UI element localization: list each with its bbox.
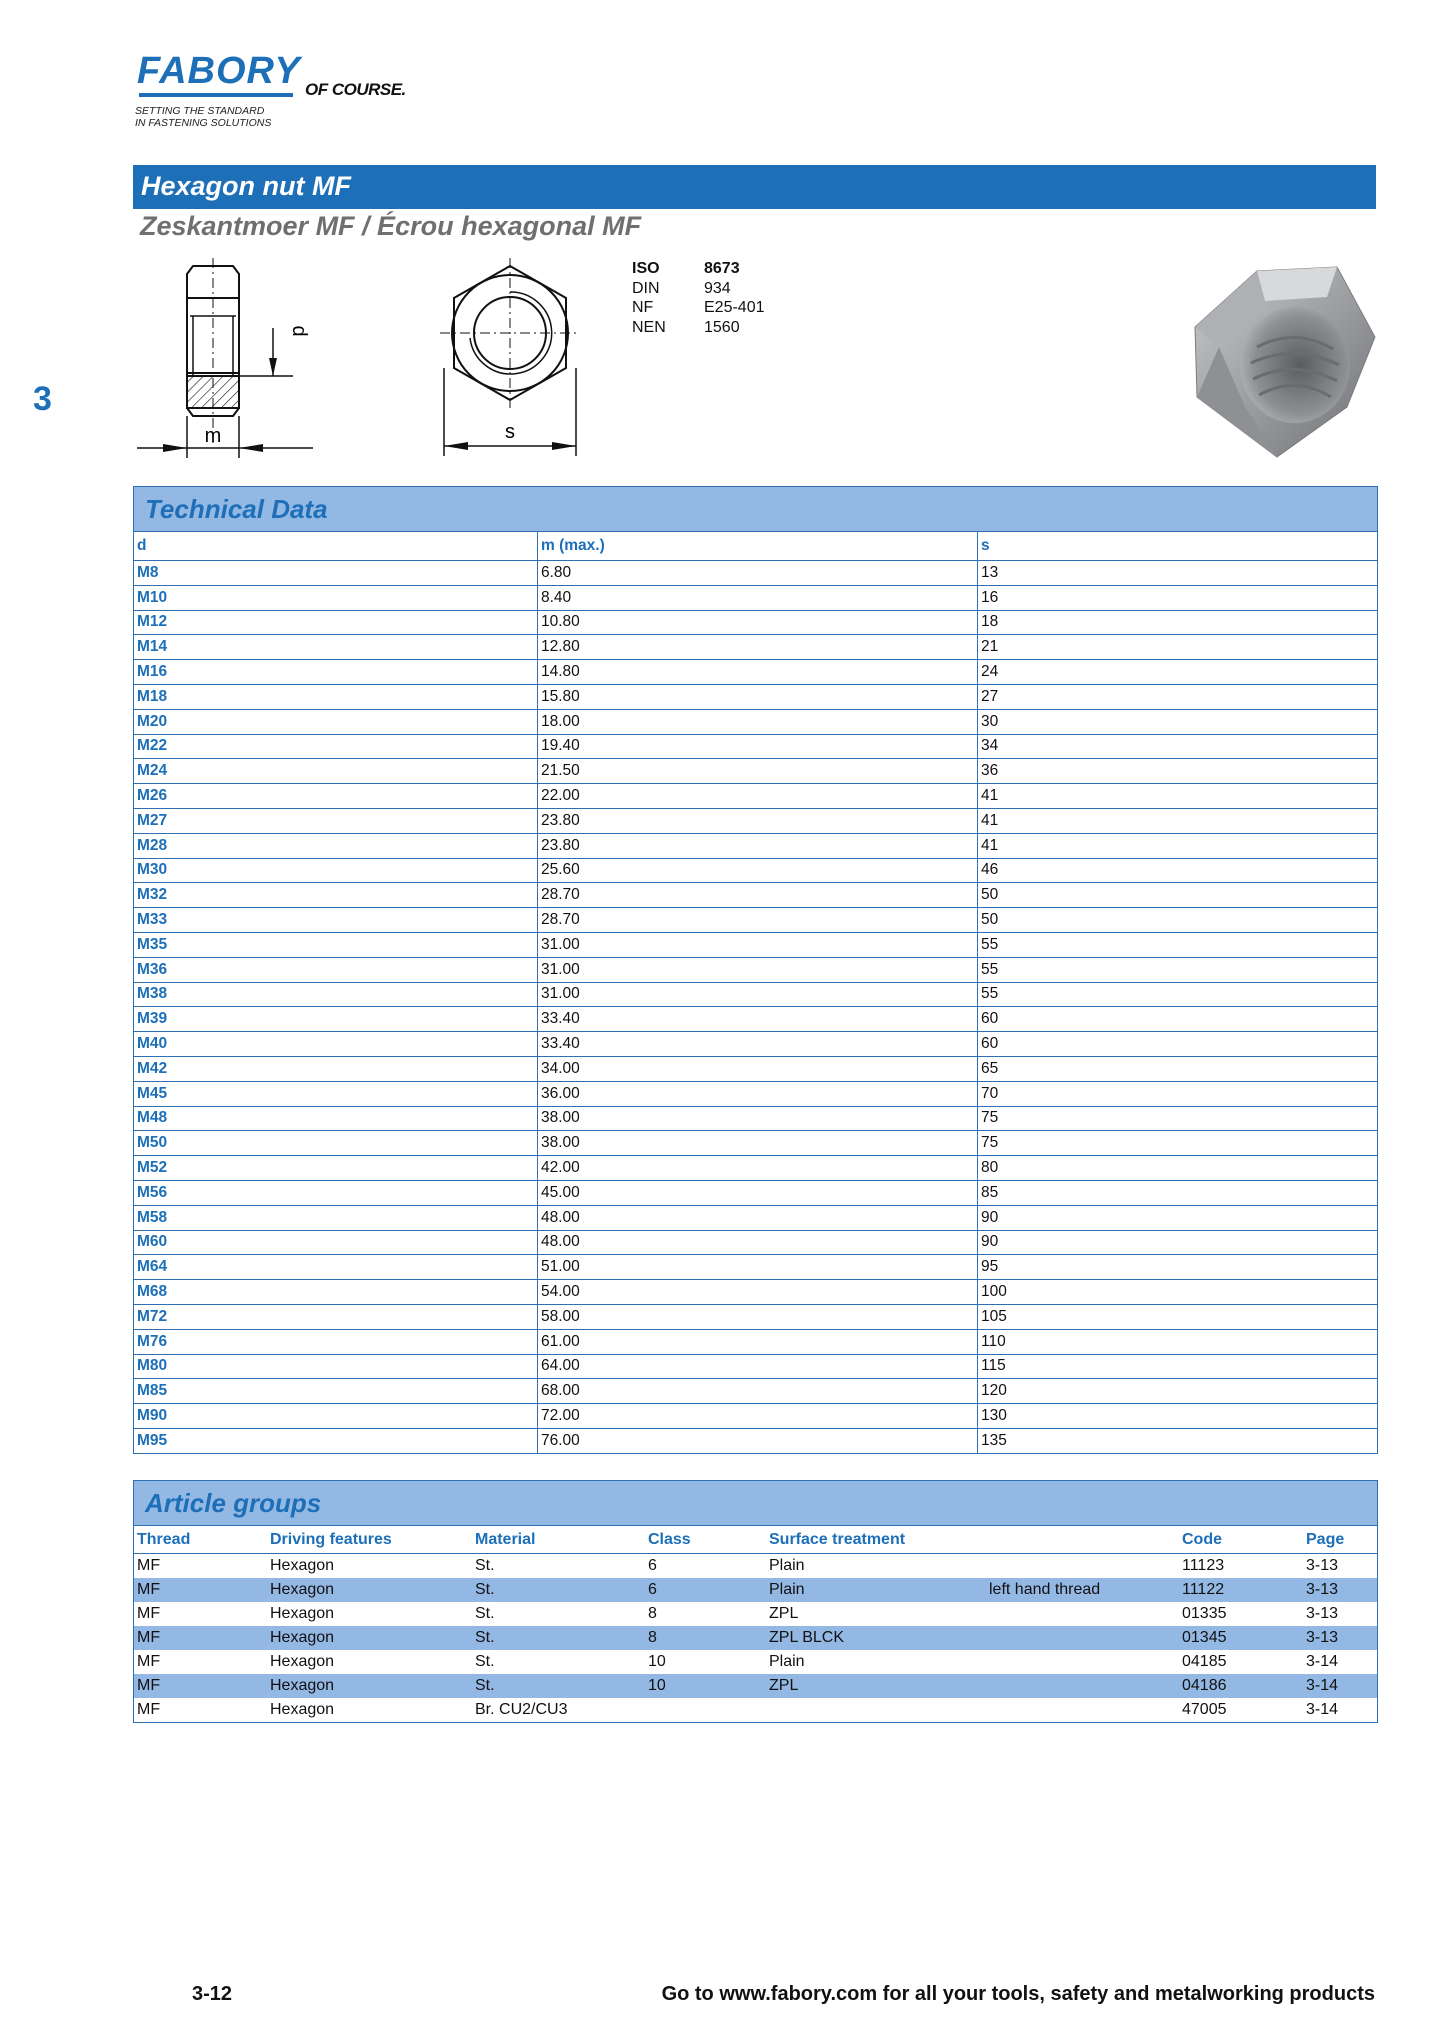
table-row (134, 1131, 1377, 1156)
cell-d: M36 (134, 957, 538, 982)
article-groups-table (134, 1526, 1377, 1722)
cell-s: 16 (978, 585, 1378, 610)
table-row (134, 1156, 1377, 1181)
table-row (134, 1329, 1377, 1354)
cell-d: M42 (134, 1056, 538, 1081)
cell-material: St. (472, 1674, 645, 1698)
column-header-s: s (978, 532, 1378, 561)
cell-page: 3-14 (1303, 1674, 1377, 1698)
table-row (134, 1180, 1377, 1205)
standard-value: 8673 (704, 260, 740, 277)
table-row (134, 1698, 1377, 1722)
cell-m-max: 48.00 (538, 1205, 978, 1230)
cell-m-max: 31.00 (538, 982, 978, 1007)
cell-m-max: 23.80 (538, 808, 978, 833)
cell-code: 47005 (1182, 1701, 1227, 1718)
cell-class: 8 (648, 1605, 657, 1622)
cell-material: St. (472, 1578, 645, 1602)
cell-s: 50 (978, 883, 1378, 908)
cell-m-max: 31.00 (538, 932, 978, 957)
cell-m-max: 12.80 (538, 635, 978, 660)
cell-d: M18 (134, 684, 538, 709)
cell-d: M56 (134, 1180, 538, 1205)
cell-s: 110 (978, 1329, 1378, 1354)
cell-s: 18 (978, 610, 1378, 635)
table-row (134, 759, 1377, 784)
cell-m-max: 8.40 (538, 585, 978, 610)
cell-code: 11122 (1179, 1578, 1303, 1602)
cell-driving-features: Hexagon (270, 1605, 335, 1622)
cell-m-max: 28.70 (538, 883, 978, 908)
cell-d: M27 (134, 808, 538, 833)
cell-d: M48 (134, 1106, 538, 1131)
page-subtitle: Zeskantmoer MF / Écrou hexagonal MF (140, 211, 642, 241)
column-header-driving-features: Driving features (267, 1526, 472, 1554)
table-row (134, 908, 1377, 933)
cell-remark (986, 1698, 1179, 1722)
page-number: 3-12 (192, 1983, 233, 2005)
cell-m-max: 31.00 (538, 957, 978, 982)
table-row (134, 784, 1377, 809)
page-title: Hexagon nut MF (141, 171, 351, 201)
technical-data-heading: Technical Data (145, 494, 328, 524)
cell-d: M64 (134, 1255, 538, 1280)
table-row (134, 660, 1377, 685)
cell-material: St. (475, 1653, 495, 1670)
table-row (134, 883, 1377, 908)
cell-d: M90 (134, 1404, 538, 1429)
cell-s: 55 (978, 982, 1378, 1007)
cell-s: 65 (978, 1056, 1378, 1081)
cell-d: M24 (134, 759, 538, 784)
table-row (134, 734, 1377, 759)
table-row (134, 858, 1377, 883)
table-row (134, 1379, 1377, 1404)
cell-s: 60 (978, 1007, 1378, 1032)
standard-row (632, 318, 765, 338)
cell-m-max: 76.00 (538, 1428, 978, 1452)
technical-data-header (134, 487, 1377, 532)
cell-driving-features: Hexagon (267, 1626, 472, 1650)
column-header-remark (986, 1526, 1179, 1554)
cell-d: M10 (134, 585, 538, 610)
column-header-surface-treatment: Surface treatment (766, 1526, 986, 1554)
cell-code: 01335 (1182, 1605, 1227, 1622)
table-row (134, 1007, 1377, 1032)
company-logo (133, 50, 433, 135)
cell-thread: MF (137, 1701, 161, 1718)
cell-d: M50 (134, 1131, 538, 1156)
table-row (134, 1404, 1377, 1429)
cell-s: 41 (978, 833, 1378, 858)
table-row (134, 808, 1377, 833)
table-row (134, 561, 1377, 586)
cell-d: M28 (134, 833, 538, 858)
cell-remark (986, 1602, 1179, 1626)
cell-d: M16 (134, 660, 538, 685)
cell-driving-features: Hexagon (270, 1701, 335, 1718)
cell-d: M95 (134, 1428, 538, 1452)
cell-s: 130 (978, 1404, 1378, 1429)
cell-s: 41 (978, 784, 1378, 809)
table-row (134, 1554, 1377, 1579)
standard-row (632, 298, 765, 318)
cell-surface-treatment: Plain (769, 1557, 805, 1574)
cell-d: M39 (134, 1007, 538, 1032)
logo-tagline (135, 105, 271, 129)
cell-m-max: 58.00 (538, 1304, 978, 1329)
cell-s: 55 (978, 932, 1378, 957)
cell-driving-features: Hexagon (267, 1674, 472, 1698)
logo-tagline-line-2: IN FASTENING SOLUTIONS (135, 117, 272, 129)
cell-s: 60 (978, 1032, 1378, 1057)
chapter-number: 3 (33, 380, 52, 418)
cell-remark (986, 1626, 1179, 1650)
cell-page: 3-13 (1303, 1626, 1377, 1650)
cell-class: 10 (645, 1674, 766, 1698)
column-header-material: Material (472, 1526, 645, 1554)
cell-s: 100 (978, 1280, 1378, 1305)
cell-page: 3-13 (1303, 1578, 1377, 1602)
table-row (134, 1354, 1377, 1379)
cell-m-max: 23.80 (538, 833, 978, 858)
cell-class: 10 (648, 1653, 666, 1670)
cell-s: 55 (978, 957, 1378, 982)
cell-d: M14 (134, 635, 538, 660)
cell-d: M80 (134, 1354, 538, 1379)
cell-m-max: 25.60 (538, 858, 978, 883)
cell-m-max: 28.70 (538, 908, 978, 933)
cell-class: 6 (648, 1557, 657, 1574)
cell-s: 30 (978, 709, 1378, 734)
cell-m-max: 61.00 (538, 1329, 978, 1354)
logo-slogan: OF COURSE. (305, 80, 406, 99)
article-groups-header (134, 1481, 1377, 1526)
standard-name: DIN (632, 279, 660, 297)
table-row (134, 1280, 1377, 1305)
cell-s: 75 (978, 1106, 1378, 1131)
table-row (134, 610, 1377, 635)
cell-thread: MF (134, 1626, 267, 1650)
cell-material: St. (475, 1557, 495, 1574)
cell-s: 50 (978, 908, 1378, 933)
cell-s: 24 (978, 660, 1378, 685)
cell-code: 04185 (1182, 1653, 1227, 1670)
cell-d: M85 (134, 1379, 538, 1404)
cell-m-max: 48.00 (538, 1230, 978, 1255)
cell-m-max: 10.80 (538, 610, 978, 635)
cell-s: 46 (978, 858, 1378, 883)
cell-m-max: 38.00 (538, 1131, 978, 1156)
table-row (134, 957, 1377, 982)
cell-s: 90 (978, 1230, 1378, 1255)
diagram-label-m: m (204, 425, 222, 447)
standards-list (632, 259, 765, 337)
cell-page: 3-14 (1306, 1701, 1339, 1718)
table-row (134, 1650, 1377, 1674)
diagram-label-s: s (505, 421, 515, 443)
cell-m-max: 15.80 (538, 684, 978, 709)
cell-class: 6 (645, 1578, 766, 1602)
standard-name: NEN (632, 318, 666, 336)
table-row (134, 1205, 1377, 1230)
column-header-m: m (max.) (538, 532, 978, 561)
cell-driving-features: Hexagon (270, 1557, 335, 1574)
cell-m-max: 36.00 (538, 1081, 978, 1106)
column-header-class: Class (645, 1526, 766, 1554)
table-row (134, 1428, 1377, 1452)
nut-top-view-diagram (436, 258, 584, 464)
table-row (134, 585, 1377, 610)
cell-remark (986, 1674, 1179, 1698)
table-row (134, 709, 1377, 734)
cell-page: 3-14 (1306, 1653, 1339, 1670)
standard-value: 1560 (704, 318, 740, 336)
standard-row (632, 279, 765, 299)
cell-s: 135 (978, 1428, 1378, 1452)
cell-s: 36 (978, 759, 1378, 784)
cell-s: 90 (978, 1205, 1378, 1230)
cell-d: M32 (134, 883, 538, 908)
table-header-row (134, 532, 1377, 561)
table-row (134, 1056, 1377, 1081)
table-row (134, 635, 1377, 660)
cell-surface-treatment (766, 1698, 986, 1722)
technical-data-section (133, 486, 1378, 1454)
cell-driving-features: Hexagon (270, 1653, 335, 1670)
cell-d: M12 (134, 610, 538, 635)
table-header-row (134, 1526, 1377, 1554)
cell-d: M52 (134, 1156, 538, 1181)
cell-s: 34 (978, 734, 1378, 759)
table-row (134, 1230, 1377, 1255)
cell-d: M68 (134, 1280, 538, 1305)
cell-d: M30 (134, 858, 538, 883)
cell-s: 27 (978, 684, 1378, 709)
cell-m-max: 33.40 (538, 1032, 978, 1057)
cell-d: M38 (134, 982, 538, 1007)
column-header-thread: Thread (134, 1526, 267, 1554)
cell-thread: MF (137, 1605, 161, 1622)
cell-d: M76 (134, 1329, 538, 1354)
cell-d: M26 (134, 784, 538, 809)
cell-s: 85 (978, 1180, 1378, 1205)
standard-name: ISO (632, 260, 660, 277)
cell-m-max: 6.80 (538, 561, 978, 586)
cell-s: 70 (978, 1081, 1378, 1106)
table-row (134, 1626, 1377, 1650)
table-row (134, 1304, 1377, 1329)
standard-row (632, 259, 765, 279)
cell-d: M33 (134, 908, 538, 933)
table-row (134, 1578, 1377, 1602)
title-bar (133, 165, 1376, 209)
cell-m-max: 45.00 (538, 1180, 978, 1205)
table-row (134, 1081, 1377, 1106)
cell-s: 41 (978, 808, 1378, 833)
cell-d: M58 (134, 1205, 538, 1230)
article-groups-heading: Article groups (145, 1488, 322, 1518)
cell-d: M60 (134, 1230, 538, 1255)
cell-s: 80 (978, 1156, 1378, 1181)
table-row (134, 932, 1377, 957)
cell-surface-treatment: Plain (769, 1653, 805, 1670)
cell-s: 115 (978, 1354, 1378, 1379)
logo-underline (139, 93, 293, 97)
table-row (134, 1602, 1377, 1626)
table-row (134, 684, 1377, 709)
cell-m-max: 68.00 (538, 1379, 978, 1404)
cell-thread: MF (137, 1653, 161, 1670)
cell-m-max: 51.00 (538, 1255, 978, 1280)
cell-class: 8 (645, 1626, 766, 1650)
cell-m-max: 38.00 (538, 1106, 978, 1131)
standard-value: E25-401 (704, 299, 765, 316)
cell-m-max: 18.00 (538, 709, 978, 734)
cell-s: 13 (978, 561, 1378, 586)
nut-side-view-diagram (133, 258, 323, 464)
cell-surface-treatment: ZPL (769, 1605, 799, 1622)
cell-s: 95 (978, 1255, 1378, 1280)
technical-data-table (134, 532, 1377, 1453)
cell-thread: MF (134, 1578, 267, 1602)
cell-s: 120 (978, 1379, 1378, 1404)
table-row (134, 1106, 1377, 1131)
cell-m-max: 42.00 (538, 1156, 978, 1181)
cell-code: 04186 (1179, 1674, 1303, 1698)
table-row (134, 1255, 1377, 1280)
cell-m-max: 19.40 (538, 734, 978, 759)
logo-tagline-line-1: SETTING THE STANDARD (135, 105, 265, 117)
cell-remark (986, 1554, 1179, 1579)
column-header-page: Page (1303, 1526, 1377, 1554)
cell-thread: MF (137, 1557, 161, 1574)
cell-s: 21 (978, 635, 1378, 660)
logo-brand: FABORY (137, 50, 301, 92)
table-row (134, 833, 1377, 858)
cell-d: M72 (134, 1304, 538, 1329)
cell-page: 3-13 (1306, 1605, 1339, 1622)
cell-d: M40 (134, 1032, 538, 1057)
cell-material: Br. CU2/CU3 (475, 1701, 568, 1718)
table-row (134, 982, 1377, 1007)
cell-d: M8 (134, 561, 538, 586)
cell-m-max: 22.00 (538, 784, 978, 809)
article-groups-section (133, 1480, 1378, 1723)
cell-m-max: 64.00 (538, 1354, 978, 1379)
column-header-code: Code (1179, 1526, 1303, 1554)
cell-material: St. (475, 1605, 495, 1622)
standard-name: NF (632, 299, 654, 316)
footer-text: Go to www.fabory.com for all your tools, safety and metalworking products (661, 1983, 1375, 2005)
cell-class (645, 1698, 766, 1722)
cell-page: 3-13 (1306, 1557, 1339, 1574)
cell-m-max: 14.80 (538, 660, 978, 685)
cell-d: M35 (134, 932, 538, 957)
nut-product-image (1187, 257, 1377, 467)
table-row (134, 1674, 1377, 1698)
cell-code: 11123 (1182, 1557, 1225, 1574)
cell-s: 105 (978, 1304, 1378, 1329)
cell-code: 01345 (1179, 1626, 1303, 1650)
cell-driving-features: Hexagon (267, 1578, 472, 1602)
table-row (134, 1032, 1377, 1057)
cell-remark: left hand thread (986, 1578, 1179, 1602)
cell-surface-treatment: Plain (766, 1578, 986, 1602)
cell-m-max: 72.00 (538, 1404, 978, 1429)
cell-surface-treatment: ZPL BLCK (766, 1626, 986, 1650)
cell-m-max: 21.50 (538, 759, 978, 784)
cell-material: St. (472, 1626, 645, 1650)
cell-s: 75 (978, 1131, 1378, 1156)
cell-remark (986, 1650, 1179, 1674)
column-header-d: d (137, 537, 147, 554)
cell-surface-treatment: ZPL (766, 1674, 986, 1698)
cell-m-max: 33.40 (538, 1007, 978, 1032)
cell-m-max: 54.00 (538, 1280, 978, 1305)
cell-d: M22 (134, 734, 538, 759)
diagram-label-d: d (288, 325, 310, 337)
cell-d: M45 (134, 1081, 538, 1106)
cell-m-max: 34.00 (538, 1056, 978, 1081)
standard-value: 934 (704, 279, 731, 297)
cell-thread: MF (134, 1674, 267, 1698)
cell-d: M20 (134, 709, 538, 734)
